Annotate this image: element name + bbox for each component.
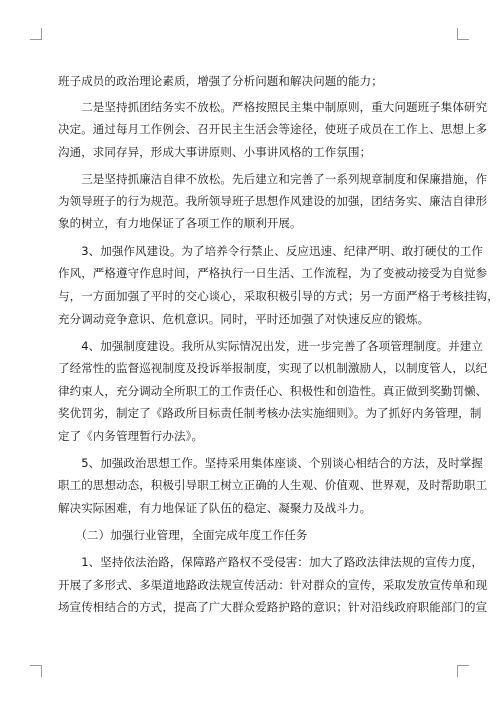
- text-line: 决定。通过每月工作例会、召开民主生活会等途径，使班子成员在工作上、思想上多: [58, 122, 488, 136]
- text-line: 与，一方面加强了平时的交心谈心，采取积极引导的方式；另一方面严格于考核挂钩，: [58, 289, 499, 303]
- text-line: 二是坚持抓团结务实不放松。严格按照民主集中制原则，重大问题班子集体研究: [58, 100, 488, 114]
- text-line: 1、坚持依法治路，保障路产路权不受侵害：加大了路政法律法规的宣传力度，: [58, 555, 484, 569]
- text-line: 象的树立，有力地保证了各项工作的顺利开展。: [58, 216, 302, 230]
- text-line: 奖优罚劣，制定了《路政所目标责任制考核办法实施细则》。为了抓好内务管理，制: [58, 406, 482, 420]
- text-line: 充分调动竞争意识、危机意识。同时，平时还加强了对快速反应的锻炼。: [58, 312, 430, 326]
- text-line: 开展了多形式、多渠道地路政法规宣传活动：针对群众的宣传，采取发放宣传单和现: [58, 578, 488, 592]
- text-line: 律约束人，充分调动全所职工的工作责任心、积极性和创造性。真正做到奖勤罚懒、: [58, 384, 488, 398]
- section-heading: （二）加强行业管理，全面完成年度工作任务: [58, 528, 308, 542]
- text-line: 沟通，求同存异，形成大事讲原则、小事讲风格的工作氛围；: [58, 145, 372, 159]
- text-line: 定了《内务管理暂行办法》。: [58, 429, 204, 443]
- corner-crop-mark-top-left: [30, 28, 42, 40]
- text-line: 解决实际困难，有力地保证了队伍的稳定、凝聚力及战斗力。: [58, 501, 372, 515]
- corner-crop-mark-top-right: [457, 28, 469, 40]
- text-line: 为领导班子的行为规范。我所领导班子思想作风建设的加强，团结务实、廉洁自律形: [58, 194, 488, 208]
- text-line: 4、加强制度建设。我所从实际情况出发，进一步完善了各项管理制度。并建立: [58, 339, 484, 353]
- text-line: 场宣传相结合的方式，提高了广大群众爱路护路的意识；针对沿线政府职能部门的宣: [58, 600, 488, 614]
- text-line: 班子成员的政治理论素质，增强了分析问题和解决问题的能力；: [58, 74, 383, 88]
- text-line: 作风，严格遵守作息时间，严格执行一日生活、工作流程，为了变被动接受为自觉参: [58, 266, 488, 280]
- text-line: 5、加强政治思想工作。坚持采用集体座谈、个别谈心相结合的方法，及时掌握: [58, 456, 484, 470]
- text-line: 3、加强作风建设。为了培养令行禁止、反应迅速、纪律严明、敢打硬仗的工作: [58, 244, 484, 258]
- corner-crop-mark-bottom-left: [30, 665, 42, 677]
- text-line: 了经常性的监督巡视制度及投诉举报制度，实现了以机制激励人，以制度管人，以纪: [58, 361, 488, 375]
- text-line: 三是坚持抓廉洁自律不放松。先后建立和完善了一系列规章制度和保廉措施，作: [58, 172, 488, 186]
- text-line: 职工的思想动态，积极引导职工树立正确的人生观、价值观、世界观，及时帮助职工: [58, 478, 488, 492]
- corner-crop-mark-bottom-right: [457, 665, 469, 677]
